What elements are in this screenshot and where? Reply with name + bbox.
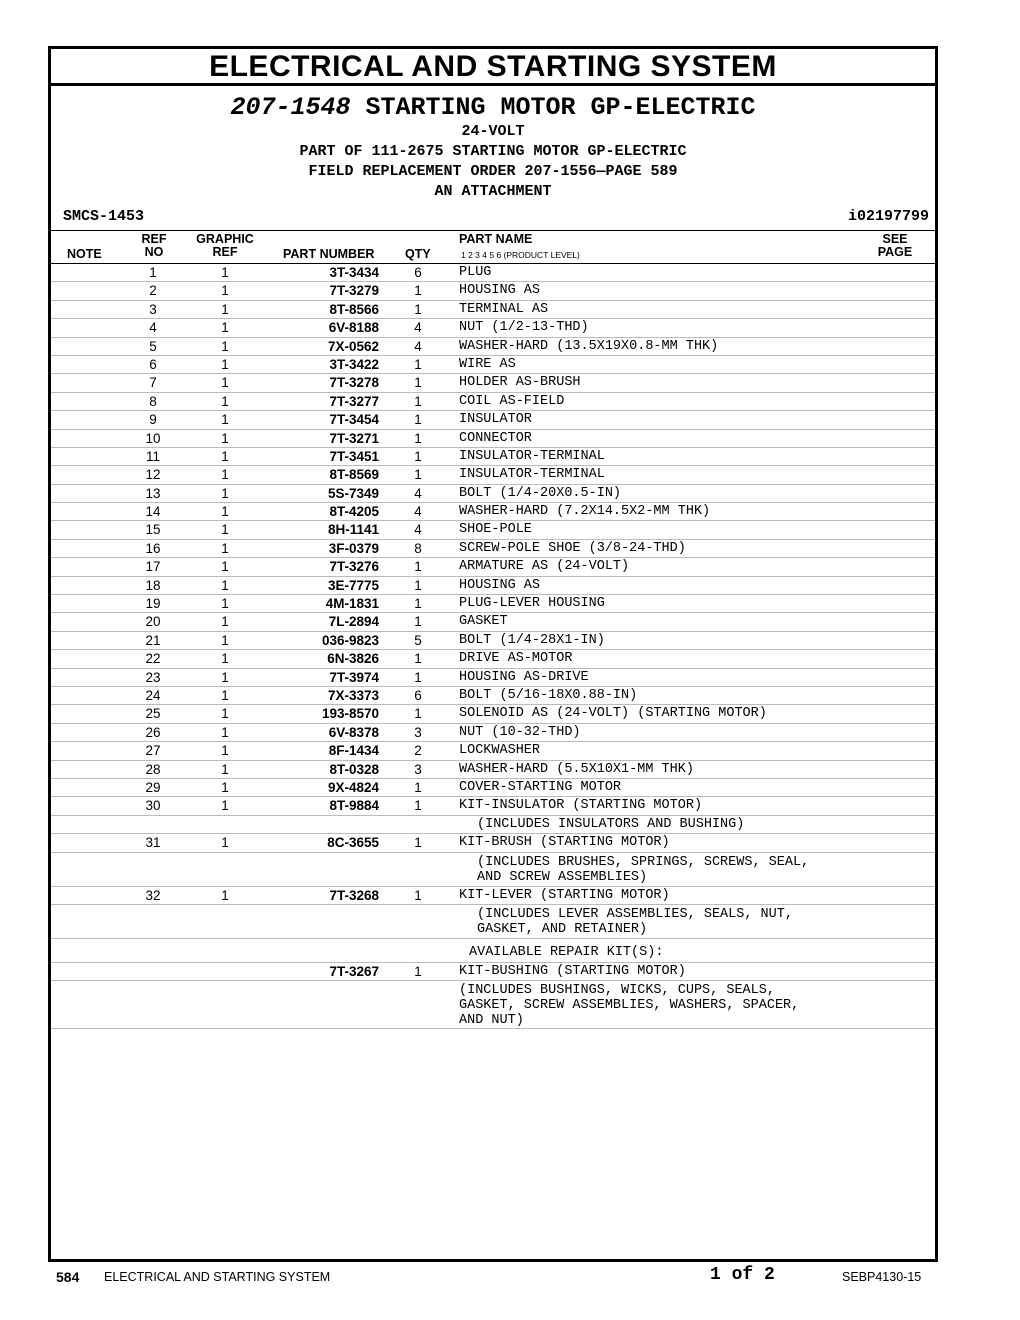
illustration-ref: i02197799 [847, 208, 929, 225]
col-ref-no [139, 233, 169, 259]
graphic-ref: 1 [221, 706, 229, 722]
part-number: 7X-0562 [327, 338, 379, 354]
table-row [51, 577, 935, 595]
part-number: 6V-8188 [328, 320, 379, 336]
quantity: 8 [414, 540, 422, 556]
table-row [51, 797, 935, 815]
table-row [51, 887, 935, 905]
table-row [51, 338, 935, 356]
part-name: HOUSING AS-DRIVE [459, 669, 589, 685]
table-row [51, 540, 935, 558]
part-name: BOLT (1/4-28X1-IN) [459, 632, 605, 648]
table-row [51, 521, 935, 539]
graphic-ref: 1 [221, 522, 229, 538]
col-part-number: PART NUMBER [283, 247, 375, 261]
ref-no: 22 [145, 651, 161, 667]
ref-no: 19 [145, 596, 161, 612]
part-number: 8T-8566 [329, 301, 379, 317]
part-number: 8F-1434 [328, 743, 379, 759]
ref-no: 2 [149, 283, 157, 299]
ref-no: 30 [145, 798, 161, 814]
table-row [51, 905, 935, 939]
part-name: SCREW-POLE SHOE (3/8-24-THD) [459, 540, 686, 556]
quantity: 2 [414, 743, 422, 759]
group-header [51, 94, 935, 202]
part-number: 7T-3279 [329, 283, 379, 299]
graphic-ref: 1 [221, 669, 229, 685]
graphic-ref: 1 [221, 761, 229, 777]
quantity: 3 [414, 724, 422, 740]
quantity: 3 [414, 761, 422, 777]
graphic-ref: 1 [221, 798, 229, 814]
quantity: 1 [414, 669, 422, 685]
part-name: DRIVE AS-MOTOR [459, 651, 573, 667]
quantity: 1 [414, 887, 422, 903]
quantity: 6 [414, 687, 422, 703]
part-name: SHOE-POLE [459, 522, 532, 538]
part-number: 3F-0379 [328, 540, 379, 556]
col-graphic-ref [193, 233, 257, 259]
col-see-page-line1: SEE [882, 232, 908, 246]
quantity: 1 [414, 412, 422, 428]
ref-no: 6 [149, 356, 157, 372]
group-line-part-of: PART OF 111-2675 STARTING MOTOR GP-ELECTRIC [299, 143, 687, 160]
page-frame [48, 46, 938, 1262]
quantity: 4 [414, 320, 422, 336]
col-part-name: PART NAME [459, 232, 533, 246]
part-name: HOLDER AS-BRUSH [459, 375, 581, 391]
part-name: WASHER-HARD (7.2X14.5X2-MM THK) [459, 504, 711, 520]
ref-no: 13 [145, 485, 161, 501]
graphic-ref: 1 [221, 338, 229, 354]
table-row [51, 393, 935, 411]
footer-section: ELECTRICAL AND STARTING SYSTEM [104, 1270, 331, 1284]
graphic-ref: 1 [221, 724, 229, 740]
table-row [51, 834, 935, 852]
ref-no: 4 [149, 320, 157, 336]
ref-no: 11 [145, 448, 160, 464]
quantity: 1 [414, 430, 422, 446]
part-number: 8H-1141 [327, 522, 379, 538]
part-name: KIT-LEVER (STARTING MOTOR) [459, 887, 670, 903]
graphic-ref: 1 [221, 301, 229, 317]
quantity: 1 [414, 559, 422, 575]
table-row [51, 981, 935, 1029]
quantity: 1 [414, 963, 422, 979]
kit-31-note-line2: AND SCREW ASSEMBLIES) [477, 869, 648, 885]
col-ref-no-line1: REF [141, 232, 167, 246]
page-number: 584 [56, 1269, 80, 1285]
available-kits-label: AVAILABLE REPAIR KIT(S): [469, 944, 664, 960]
part-name: PLUG-LEVER HOUSING [459, 596, 605, 612]
graphic-ref: 1 [221, 559, 229, 575]
graphic-ref: 1 [221, 412, 229, 428]
quantity: 4 [414, 485, 422, 501]
quantity: 1 [414, 448, 422, 464]
ref-no: 7 [149, 375, 157, 391]
ref-no: 25 [145, 706, 161, 722]
graphic-ref: 1 [221, 632, 229, 648]
graphic-ref: 1 [221, 375, 229, 391]
table-row [51, 669, 935, 687]
table-row [51, 301, 935, 319]
part-number: 3T-3434 [329, 265, 379, 280]
col-product-levels: 1 2 3 4 5 6 (PRODUCT LEVEL) [461, 250, 580, 260]
table-row [51, 595, 935, 613]
part-name: GASKET [459, 614, 508, 630]
part-number: 8T-9884 [329, 798, 379, 814]
quantity: 1 [414, 283, 422, 299]
table-row [51, 558, 935, 576]
group-title [51, 94, 935, 122]
col-qty: QTY [405, 247, 431, 261]
ref-no: 31 [145, 835, 161, 851]
part-name: BOLT (1/4-20X0.5-IN) [459, 485, 622, 501]
smcs-code: SMCS-1453 [63, 208, 145, 225]
ref-no: 20 [145, 614, 161, 630]
graphic-ref: 1 [221, 743, 229, 759]
table-row [51, 650, 935, 668]
quantity: 1 [414, 467, 422, 483]
group-line-voltage: 24-VOLT [461, 123, 525, 140]
table-row [51, 632, 935, 650]
table-row [51, 853, 935, 887]
part-number: 7T-3268 [329, 887, 379, 903]
quantity: 1 [414, 596, 422, 612]
ref-no: 3 [149, 301, 157, 317]
quantity: 1 [414, 779, 422, 795]
col-graphic-ref-line1: GRAPHIC [196, 232, 254, 246]
kit-rows [51, 816, 935, 1030]
graphic-ref: 1 [221, 356, 229, 372]
quantity: 1 [414, 798, 422, 814]
graphic-ref: 1 [221, 283, 229, 299]
quantity: 1 [414, 356, 422, 372]
quantity: 4 [414, 504, 422, 520]
col-note: NOTE [67, 247, 102, 261]
table-row [51, 705, 935, 723]
graphic-ref: 1 [221, 265, 229, 280]
quantity: 4 [414, 522, 422, 538]
part-name: WASHER-HARD (5.5X10X1-MM THK) [459, 761, 694, 777]
graphic-ref: 1 [221, 467, 229, 483]
table-row [51, 356, 935, 374]
ref-no: 21 [145, 632, 161, 648]
table-row [51, 779, 935, 797]
group-number: 207-1548 [230, 93, 351, 122]
kit-30-note: (INCLUDES INSULATORS AND BUSHING) [477, 816, 745, 832]
quantity: 1 [414, 301, 422, 317]
part-number: 7L-2894 [328, 614, 379, 630]
kit-32-note-line1: (INCLUDES LEVER ASSEMBLIES, SEALS, NUT, [477, 906, 793, 922]
part-number: 8T-4205 [329, 504, 379, 520]
table-row [51, 411, 935, 429]
table-row [51, 503, 935, 521]
table-row [51, 939, 935, 963]
col-see-page-line2: PAGE [877, 245, 913, 259]
sheet-indicator: 1 of 2 [710, 1265, 775, 1285]
quantity: 1 [414, 577, 422, 593]
kit-bushing-note-line2: GASKET, SCREW ASSEMBLIES, WASHERS, SPACER, [459, 998, 800, 1014]
group-line-field-order: FIELD REPLACEMENT ORDER 207-1556—PAGE 589 [308, 163, 678, 180]
part-name: PLUG [459, 265, 492, 280]
ref-no: 8 [149, 393, 157, 409]
part-number: 7T-3267 [329, 963, 379, 979]
part-number: 9X-4824 [327, 779, 379, 795]
ref-no: 5 [149, 338, 157, 354]
ref-no: 15 [145, 522, 161, 538]
quantity: 6 [414, 265, 422, 280]
part-name: KIT-BUSHING (STARTING MOTOR) [459, 963, 686, 979]
ref-no: 32 [145, 887, 161, 903]
part-number: 8T-0328 [329, 761, 379, 777]
part-number: 7T-3454 [329, 412, 379, 428]
graphic-ref: 1 [221, 687, 229, 703]
part-name: KIT-INSULATOR (STARTING MOTOR) [459, 798, 703, 814]
table-row [51, 466, 935, 484]
part-number: 3E-7775 [327, 577, 379, 593]
part-name: NUT (10-32-THD) [459, 724, 581, 740]
table-row [51, 485, 935, 503]
ref-no: 10 [145, 430, 161, 446]
table-row [51, 430, 935, 448]
kit-31-note-line1: (INCLUDES BRUSHES, SPRINGS, SCREWS, SEAL, [477, 854, 810, 870]
ref-no: 12 [145, 467, 161, 483]
part-name: TERMINAL AS [459, 301, 549, 317]
graphic-ref: 1 [221, 835, 229, 851]
group-line-attachment: AN ATTACHMENT [434, 183, 552, 200]
graphic-ref: 1 [221, 504, 229, 520]
graphic-ref: 1 [221, 320, 229, 336]
table-row [51, 761, 935, 779]
ref-no: 17 [145, 559, 161, 575]
graphic-ref: 1 [221, 651, 229, 667]
document-id: SEBP4130-15 [842, 1270, 922, 1284]
table-row [51, 742, 935, 760]
table-row [51, 687, 935, 705]
graphic-ref: 1 [221, 577, 229, 593]
graphic-ref: 1 [221, 485, 229, 501]
ref-no: 9 [149, 412, 157, 428]
ref-no: 29 [145, 779, 161, 795]
ref-no: 16 [145, 540, 161, 556]
col-ref-no-line2: NO [144, 245, 164, 259]
part-number: 7X-3373 [327, 687, 379, 703]
part-number: 6V-8378 [328, 724, 379, 740]
ref-no: 24 [145, 687, 161, 703]
quantity: 1 [414, 651, 422, 667]
quantity: 1 [414, 393, 422, 409]
part-number: 7T-3451 [329, 448, 379, 464]
part-number: 8C-3655 [327, 835, 379, 851]
ref-no: 14 [145, 504, 161, 520]
ref-no: 23 [145, 669, 161, 685]
table-row [51, 724, 935, 742]
part-name: HOUSING AS [459, 283, 541, 299]
part-number: 4M-1831 [325, 596, 379, 612]
ref-no: 26 [145, 724, 161, 740]
kit-32-note [477, 907, 793, 937]
ref-no: 28 [145, 761, 161, 777]
table-row [51, 264, 935, 282]
part-number: 8T-8569 [329, 467, 379, 483]
ref-no: 27 [145, 743, 161, 759]
part-name: WASHER-HARD (13.5X19X0.8-MM THK) [459, 338, 719, 354]
part-name: CONNECTOR [459, 430, 532, 446]
quantity: 1 [414, 706, 422, 722]
table-row [51, 816, 935, 834]
table-row [51, 448, 935, 466]
group-name: STARTING MOTOR GP-ELECTRIC [365, 93, 756, 122]
part-number: 193-8570 [321, 706, 379, 722]
ref-no: 18 [145, 577, 161, 593]
kit-bushing-note-line1: (INCLUDES BUSHINGS, WICKS, CUPS, SEALS, [459, 983, 775, 999]
part-name: INSULATOR [459, 412, 532, 428]
part-number: 7T-3271 [329, 430, 379, 446]
table-row [51, 282, 935, 300]
part-name: COVER-STARTING MOTOR [459, 779, 622, 795]
ref-no: 1 [149, 265, 157, 280]
section-title: ELECTRICAL AND STARTING SYSTEM [51, 49, 935, 86]
graphic-ref: 1 [221, 448, 229, 464]
part-name: INSULATOR-TERMINAL [459, 467, 605, 483]
table-row [51, 963, 935, 981]
quantity: 5 [414, 632, 422, 648]
parts-list [51, 264, 935, 816]
quantity: 1 [414, 614, 422, 630]
part-name: LOCKWASHER [459, 743, 541, 759]
quantity: 1 [414, 375, 422, 391]
part-name: INSULATOR-TERMINAL [459, 448, 605, 464]
graphic-ref: 1 [221, 779, 229, 795]
part-name: ARMATURE AS (24-VOLT) [459, 559, 630, 575]
part-name: KIT-BRUSH (STARTING MOTOR) [459, 835, 670, 851]
reference-row [51, 202, 935, 230]
part-number: 036-9823 [321, 632, 379, 648]
col-see-page [875, 233, 915, 259]
kit-bushing-note [459, 983, 799, 1028]
part-number: 7T-3974 [329, 669, 379, 685]
part-number: 7T-3278 [329, 375, 379, 391]
graphic-ref: 1 [221, 596, 229, 612]
graphic-ref: 1 [221, 393, 229, 409]
table-row [51, 374, 935, 392]
kit-bushing-note-line3: AND NUT) [459, 1013, 524, 1029]
part-name: SOLENOID AS (24-VOLT) (STARTING MOTOR) [459, 706, 767, 722]
kit-32-note-line2: GASKET, AND RETAINER) [477, 921, 648, 937]
graphic-ref: 1 [221, 540, 229, 556]
part-name: COIL AS-FIELD [459, 393, 565, 409]
part-number: 6N-3826 [327, 651, 379, 667]
part-number: 5S-7349 [327, 485, 379, 501]
page-footer [0, 1265, 1020, 1289]
table-row [51, 613, 935, 631]
part-name: BOLT (5/16-18X0.88-IN) [459, 687, 638, 703]
kit-31-note [477, 855, 809, 885]
quantity: 1 [414, 835, 422, 851]
quantity: 4 [414, 338, 422, 354]
table-header [51, 230, 935, 264]
part-name: NUT (1/2-13-THD) [459, 320, 589, 336]
table-row [51, 319, 935, 337]
graphic-ref: 1 [221, 614, 229, 630]
part-name: HOUSING AS [459, 577, 541, 593]
part-number: 3T-3422 [329, 356, 379, 372]
graphic-ref: 1 [221, 430, 229, 446]
col-graphic-ref-line2: REF [212, 245, 238, 259]
part-number: 7T-3277 [329, 393, 379, 409]
part-name: WIRE AS [459, 356, 516, 372]
part-number: 7T-3276 [329, 559, 379, 575]
graphic-ref: 1 [221, 887, 229, 903]
